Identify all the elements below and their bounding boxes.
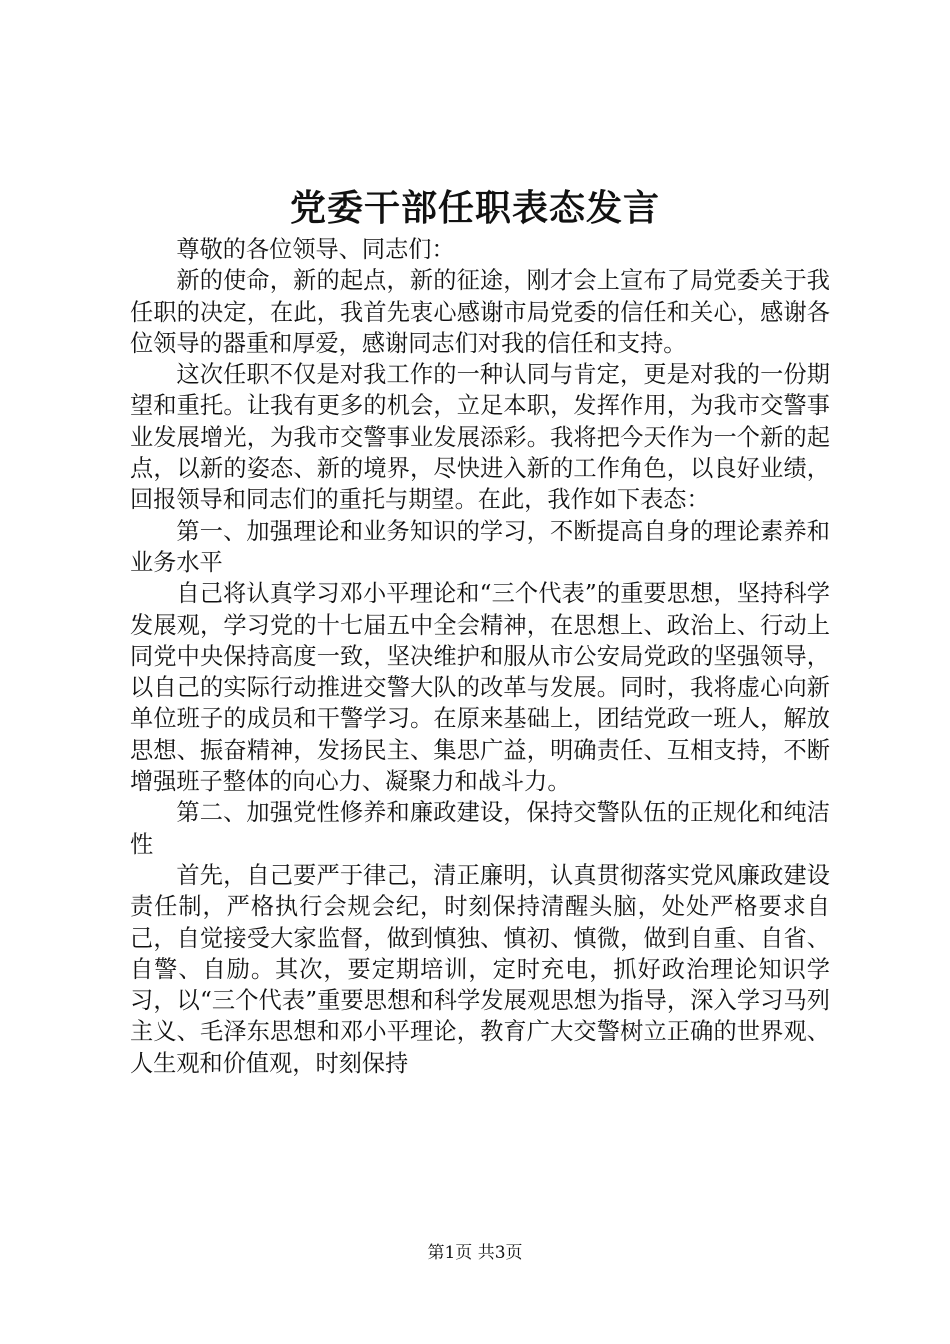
paragraph-4: 首先，自己要严于律己，清正廉明，认真贯彻落实党风廉政建设责任制，严格执行会规会纪，时刻保持清醒头脑，处处严格要求自己，自觉接受大家监督，做到慎独、慎初、慎微，做到自重、自省、自警、自励。其次，要定期培训，定时充电，抓好政治理论知识学习，以“三个代表”重要思想和科学发展观思想为指导，深入学习马列主义、毛泽东思想和邓小平理论，教育广大交警树立正确的世界观、人生观和价值观，时刻保持 <box>130 861 830 1077</box>
section-heading-1: 第一、加强理论和业务知识的学习，不断提高自身的理论素养和业务水平 <box>130 517 830 576</box>
section-heading-2: 第二、加强党性修养和廉政建设，保持交警队伍的正规化和纯洁性 <box>130 799 830 858</box>
salutation: 尊敬的各位领导、同志们： <box>176 236 455 263</box>
page-number-footer: 第1页 共3页 <box>427 1243 523 1263</box>
paragraph-2: 这次任职不仅是对我工作的一种认同与肯定，更是对我的一份期望和重托。让我有更多的机会，立足本职，发挥作用，为我市交警事业发展增光，为我市交警事业发展添彩。我将把今天作为一个新的起点，以新的姿态、新的境界，尽快进入新的工作角色，以良好业绩，回报领导和同志们的重托与期望。在此，我作如下表态： <box>130 361 830 514</box>
document-body <box>130 234 830 1079</box>
paragraph-1: 新的使命，新的起点，新的征途，刚才会上宣布了局党委关于我任职的决定，在此，我首先衷心感谢市局党委的信任和关心，感谢各位领导的器重和厚爱，感谢同志们对我的信任和支持。 <box>130 267 830 357</box>
document-title: 党委干部任职表态发言 <box>289 187 660 229</box>
paragraph-3: 自己将认真学习邓小平理论和“三个代表”的重要思想，坚持科学发展观，学习党的十七届五中全会精神，在思想上、政治上、行动上同党中央保持高度一致，坚决维护和服从市公安局党政的坚强领导，以自己的实际行动推进交警大队的改革与发展。同时，我将虚心向新单位班子的成员和干警学习。在原来基础上，团结党政一班人，解放思想、振奋精神，发扬民主、集思广益，明确责任、互相支持，不断增强班子整体的向心力、凝聚力和战斗力。 <box>130 580 830 796</box>
